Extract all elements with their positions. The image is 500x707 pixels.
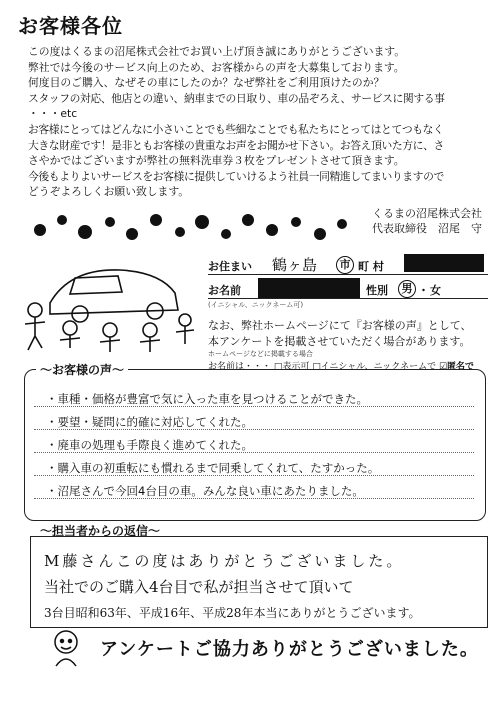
city-mark: 市 [336,256,354,274]
comment-line: ・沼尾さんで今回4台目の車。みんな良い車にあたりました。 [46,484,364,498]
redacted-address [404,254,484,272]
intro-line: お客様にとってはどんなに小さいことでも些細なことでも私たちにとってはとてつもなく [28,122,444,136]
publish-prefix: お名前は・・・ [208,362,272,372]
town-label: 町 村 [358,260,384,273]
customer-voice-label: ～お客様の声～ [36,361,128,378]
option-anonymous-checkbox[interactable]: ☑匿名で [438,362,475,372]
intro-line: スタッフの対応、他店との違い、納車までの日取り、車の品ぞろえ、サービスに関する事 [28,91,445,105]
company-name: くるまの沼尾株式会社 [372,207,482,220]
decorative-splatter-row [30,208,350,248]
intro-line: 弊社では今後のサービス向上のため、お客様からの声を大募集しております。 [28,60,405,74]
comment-line: ・要望・疑問に的確に対応してくれた。 [46,415,253,429]
intro-line: 今後もよりよいサービスをお客様に提供していけるよう社員一同精進してまいりますので [28,169,444,183]
gender-label: 性別 [366,284,388,297]
address-underline [208,274,488,275]
comment-line: ・廃車の処理も手際良く進めてくれた。 [46,438,253,452]
intro-line: さやかではございますが弊社の無料洗車券３枚をプレゼントさせて頂きます。 [28,154,405,168]
notice-line: 本アンケートを掲載させていただく場合があります。 [208,335,471,348]
publish-notice [208,318,493,350]
publish-heading: ホームページなどに掲載する場合 [208,350,313,358]
staff-reply-label: ～担当者からの返信～ [36,522,164,539]
redacted-name [258,278,360,298]
gender-male-selected[interactable]: 男 [398,280,416,298]
page-title: お客様各位 [18,14,123,38]
reply-line: M藤さんこの度はありがとうございました。 [44,552,405,570]
address-value[interactable]: 鶴ヶ島 [272,256,318,274]
notice-line: なお、弊社ホームページにて『お客様の声』として、 [208,319,472,332]
intro-text [28,44,488,200]
reply-line: 3台目昭和63年、平成16年、平成28年本当にありがとうございます。 [44,606,421,620]
gender-separator: ・ [418,284,429,297]
intro-line: この度はくるまの沼尾株式会社でお買い上げ頂き誠にありがとうございます。 [28,45,406,58]
intro-line: 何度目のご購入、なぜその車にしたのか？なぜ弊社をご利用頂けたのか？ [28,76,385,90]
customer-comments [46,388,379,503]
option-real-name-checkbox[interactable]: □表示可 [273,362,310,372]
address-label: お住まい [208,260,252,273]
comment-line: ・購入車の初重転にも慣れるまで同乗してくれて、たすかった。 [46,461,380,475]
intro-line: どうぞよろしくお願い致します。 [28,185,190,199]
name-underline [208,298,488,299]
reply-line: 当社でのご購入4台目で私が担当させて頂いて [44,578,354,596]
name-label: お名前 [208,284,241,297]
name-hint: (イニシャル、ニックネーム可) [208,301,304,309]
representative-name: 代表取締役 沼尾 守 [372,222,482,235]
comment-line: ・車種・価格が豊富で気に入った車を見つけることができた。 [46,392,368,406]
car-and-people-illustration [10,248,200,358]
staff-mascot-icon [44,626,88,670]
option-initial-checkbox[interactable]: □イニシャル、ニックネームで [312,362,437,372]
intro-line: 大きな財産です！是非ともお客様の貴重なお声をお聞かせ下さい。お答え頂いた方に、さ [28,138,444,152]
company-signature [372,206,482,236]
thank-you-message: アンケートご協力ありがとうございました。 [100,639,479,660]
gender-female[interactable]: 女 [430,284,441,297]
intro-line: ・・・etc [28,107,78,121]
staff-reply-text [44,548,421,626]
